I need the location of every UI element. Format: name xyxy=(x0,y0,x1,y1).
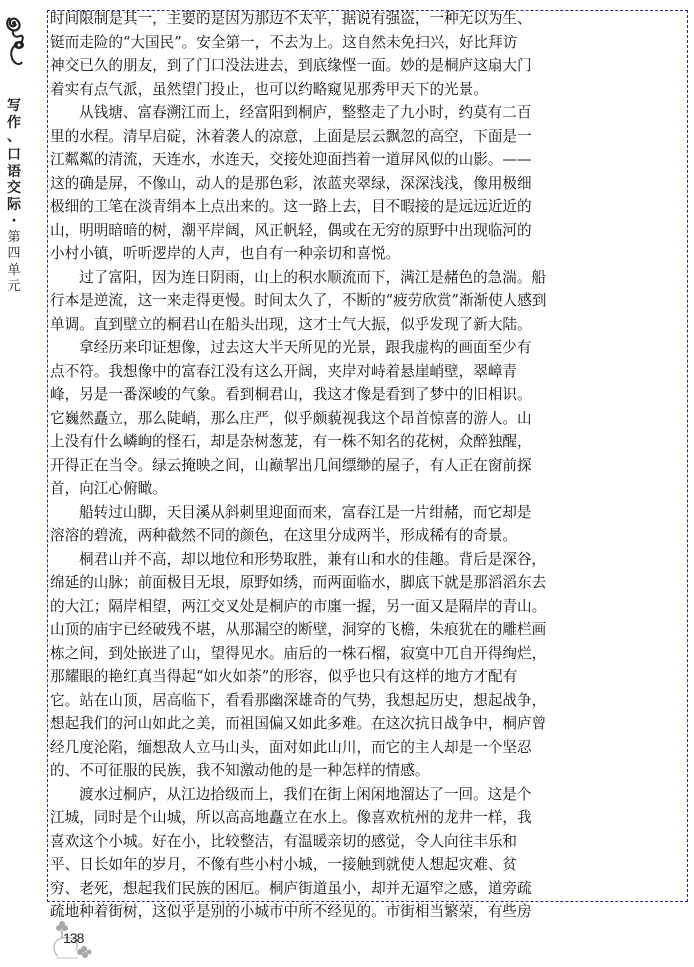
text-line: 栋之间，到处嵌进了山，望得见水。庙后的一株石榴，寂寞中兀自开得绚烂， xyxy=(50,644,547,662)
side-label-char: 元 xyxy=(7,279,21,294)
text-line: 着实有点气派，虽然望门投止，也可以约略窥见那秀甲天下的光景。 xyxy=(50,80,488,98)
text-line: 首，向江心俯瞰。 xyxy=(50,480,167,497)
text-line: 铤而走险的“大国民”。安全第一，不去为上。这自然未免扫兴，好比拜访 xyxy=(50,33,518,51)
body-text xyxy=(50,7,547,924)
text-line: 它巍然矗立，那么陡峭，那么庄严，似乎颇藐视我这个昂首惊喜的游人。山 xyxy=(50,409,532,427)
text-line: 里的水程。清早启碇，沐着袭人的凉意，上面是层云飘忽的高空，下面是一 xyxy=(50,127,532,145)
text-line: 绵延的山脉；前面极目无垠，原野如绣，而两面临水，脚底下就是那滔滔东去 xyxy=(50,574,547,591)
page-number-area xyxy=(50,918,100,962)
chapter-side-label xyxy=(6,98,22,296)
text-line: 峰，另是一番深峻的气象。看到桐君山，我这才像是看到了梦中的旧相识。 xyxy=(50,386,532,403)
page-number: 138 xyxy=(63,930,84,946)
side-label-char: 写 xyxy=(7,98,21,114)
text-line: 单调。直到壁立的桐君山在船头出现，这才士气大振，似乎发现了新大陆。 xyxy=(50,315,532,333)
text-line: 极细的工笔在淡青绢本上点出来的。这一路上去，目不暇接的是远远近近的 xyxy=(50,198,532,215)
text-line: 喜欢这个小城。好在小，比较整洁，有温暖亲切的感觉，令人向往丰乐和 xyxy=(50,832,518,850)
text-line: 渡水过桐庐，从江边拾级而上，我们在街上闲闲地溜达了一回。这是个 xyxy=(79,785,532,803)
text-line: 的大江；隔岸相望，两江交叉处是桐庐的市廛一握，另一面又是隔岸的青山。 xyxy=(50,597,547,615)
text-line: 的、不可征服的民族，我不知激动他的是一种怎样的情感。 xyxy=(50,762,430,779)
side-label-char: 单 xyxy=(7,262,21,278)
text-line: 船转过山脚，天目溪从斜刺里迎面而来，富春江是一片绀赭，而它却是 xyxy=(79,503,532,521)
side-label-char: 语 xyxy=(7,163,21,180)
text-line: 经几度沦陷，缅想敌人立马山头，面对如此山川，而它的主人却是一个坚忍 xyxy=(50,738,532,756)
text-line: 从钱塘、富春溯江而上，经富阳到桐庐，整整走了九小时，约莫有二百 xyxy=(79,104,532,121)
text-line: 行本是逆流，这一来走得更慢。时间太久了，不断的“疲劳欣赏”渐渐使人感到 xyxy=(50,292,547,309)
side-label-char: 交 xyxy=(7,180,21,196)
text-line: 江粼粼的清流，天连水，水连天，交接处迎面挡着一道屏风似的山影。—— xyxy=(50,151,532,168)
text-line: 过了富阳，因为连日阴雨，山上的积水顺流而下，满江是赭色的急湍。船 xyxy=(79,268,547,286)
text-line: 它。站在山顶，居高临下，看看那幽深雄奇的气势，我想起历史，想起战争， xyxy=(50,691,547,709)
side-label-char: 第 xyxy=(7,229,21,245)
text-line: 江城，同时是个山城，所以高高地矗立在水上。像喜欢杭州的龙井一样，我 xyxy=(50,809,532,826)
side-label-char: 作 xyxy=(7,114,21,131)
text-line: 点不符。我想像中的富春江没有这么开阔，夹岸对峙着悬崖峭壁，翠嶂青 xyxy=(50,362,518,380)
swirl-ornament-icon xyxy=(4,12,26,68)
text-line: 溶溶的碧流，两种截然不同的颜色，在这里分成两半，形成稀有的奇景。 xyxy=(50,527,518,544)
text-line: 上没有什么嶙峋的怪石，却是杂树葱茏，有一株不知名的花树，众醉独醒， xyxy=(50,433,532,450)
text-line: 小村小镇，听听逻岸的人声，也自有一种亲切和喜悦。 xyxy=(50,245,401,262)
text-line: 山，明明暗暗的树，潮平岸阔，风正帆轻，偶或在无穷的原野中出现临河的 xyxy=(50,221,532,239)
text-line: 疏地种着街树，这似乎是别的小城市中所不经见的。市街相当繁荣，有些房 xyxy=(50,903,532,920)
side-label-char: · xyxy=(11,213,17,229)
text-line: 时间限制是其一，主要的是因为那边不太平，据说有强盗，一种无以为生、 xyxy=(50,10,532,27)
text-line: 想起我们的河山如此之美，而祖国偏又如此多难。在这次抗日战争中，桐庐曾 xyxy=(50,715,547,732)
text-line: 山顶的庙宇已经破残不堪，从那漏空的断壁，洞穿的飞檐，朱痕犹在的雕栏画 xyxy=(50,621,547,638)
side-label-char: 四 xyxy=(7,246,21,261)
side-label-char: 口 xyxy=(7,147,21,163)
side-label-char: 、 xyxy=(7,129,21,145)
text-line: 桐君山并不高，却以地位和形势取胜，兼有山和水的佳趣。背后是深谷， xyxy=(79,550,547,568)
text-line: 这的确是屏，不像山，动人的是那色彩，浓蓝夹翠绿，深深浅浅，像用极细 xyxy=(50,174,532,192)
text-line: 拿经历来印证想像，过去这大半天所见的光景，跟我虚构的画面至少有 xyxy=(79,339,532,356)
text-line: 开得正在当令。绿云掩映之间，山巅挈出几间缥缈的屋子，有人正在窗前探 xyxy=(50,456,532,474)
text-line: 神交已久的朋友，到了门口没法进去，到底缘悭一面。妙的是桐庐这扇大门 xyxy=(50,57,532,74)
text-line: 平、日长如年的岁月，不像有些小村小城，一接触到就使人想起灾难、贫 xyxy=(50,856,518,873)
text-line: 那耀眼的艳红真当得起“如火如荼”的形容，似乎也只有这样的地方才配有 xyxy=(50,668,518,685)
text-line: 穷、老死，想起我们民族的困厄。桐庐街道虽小，却并无逼窄之感，道旁疏 xyxy=(50,879,532,897)
side-label-char: 际 xyxy=(7,196,21,213)
